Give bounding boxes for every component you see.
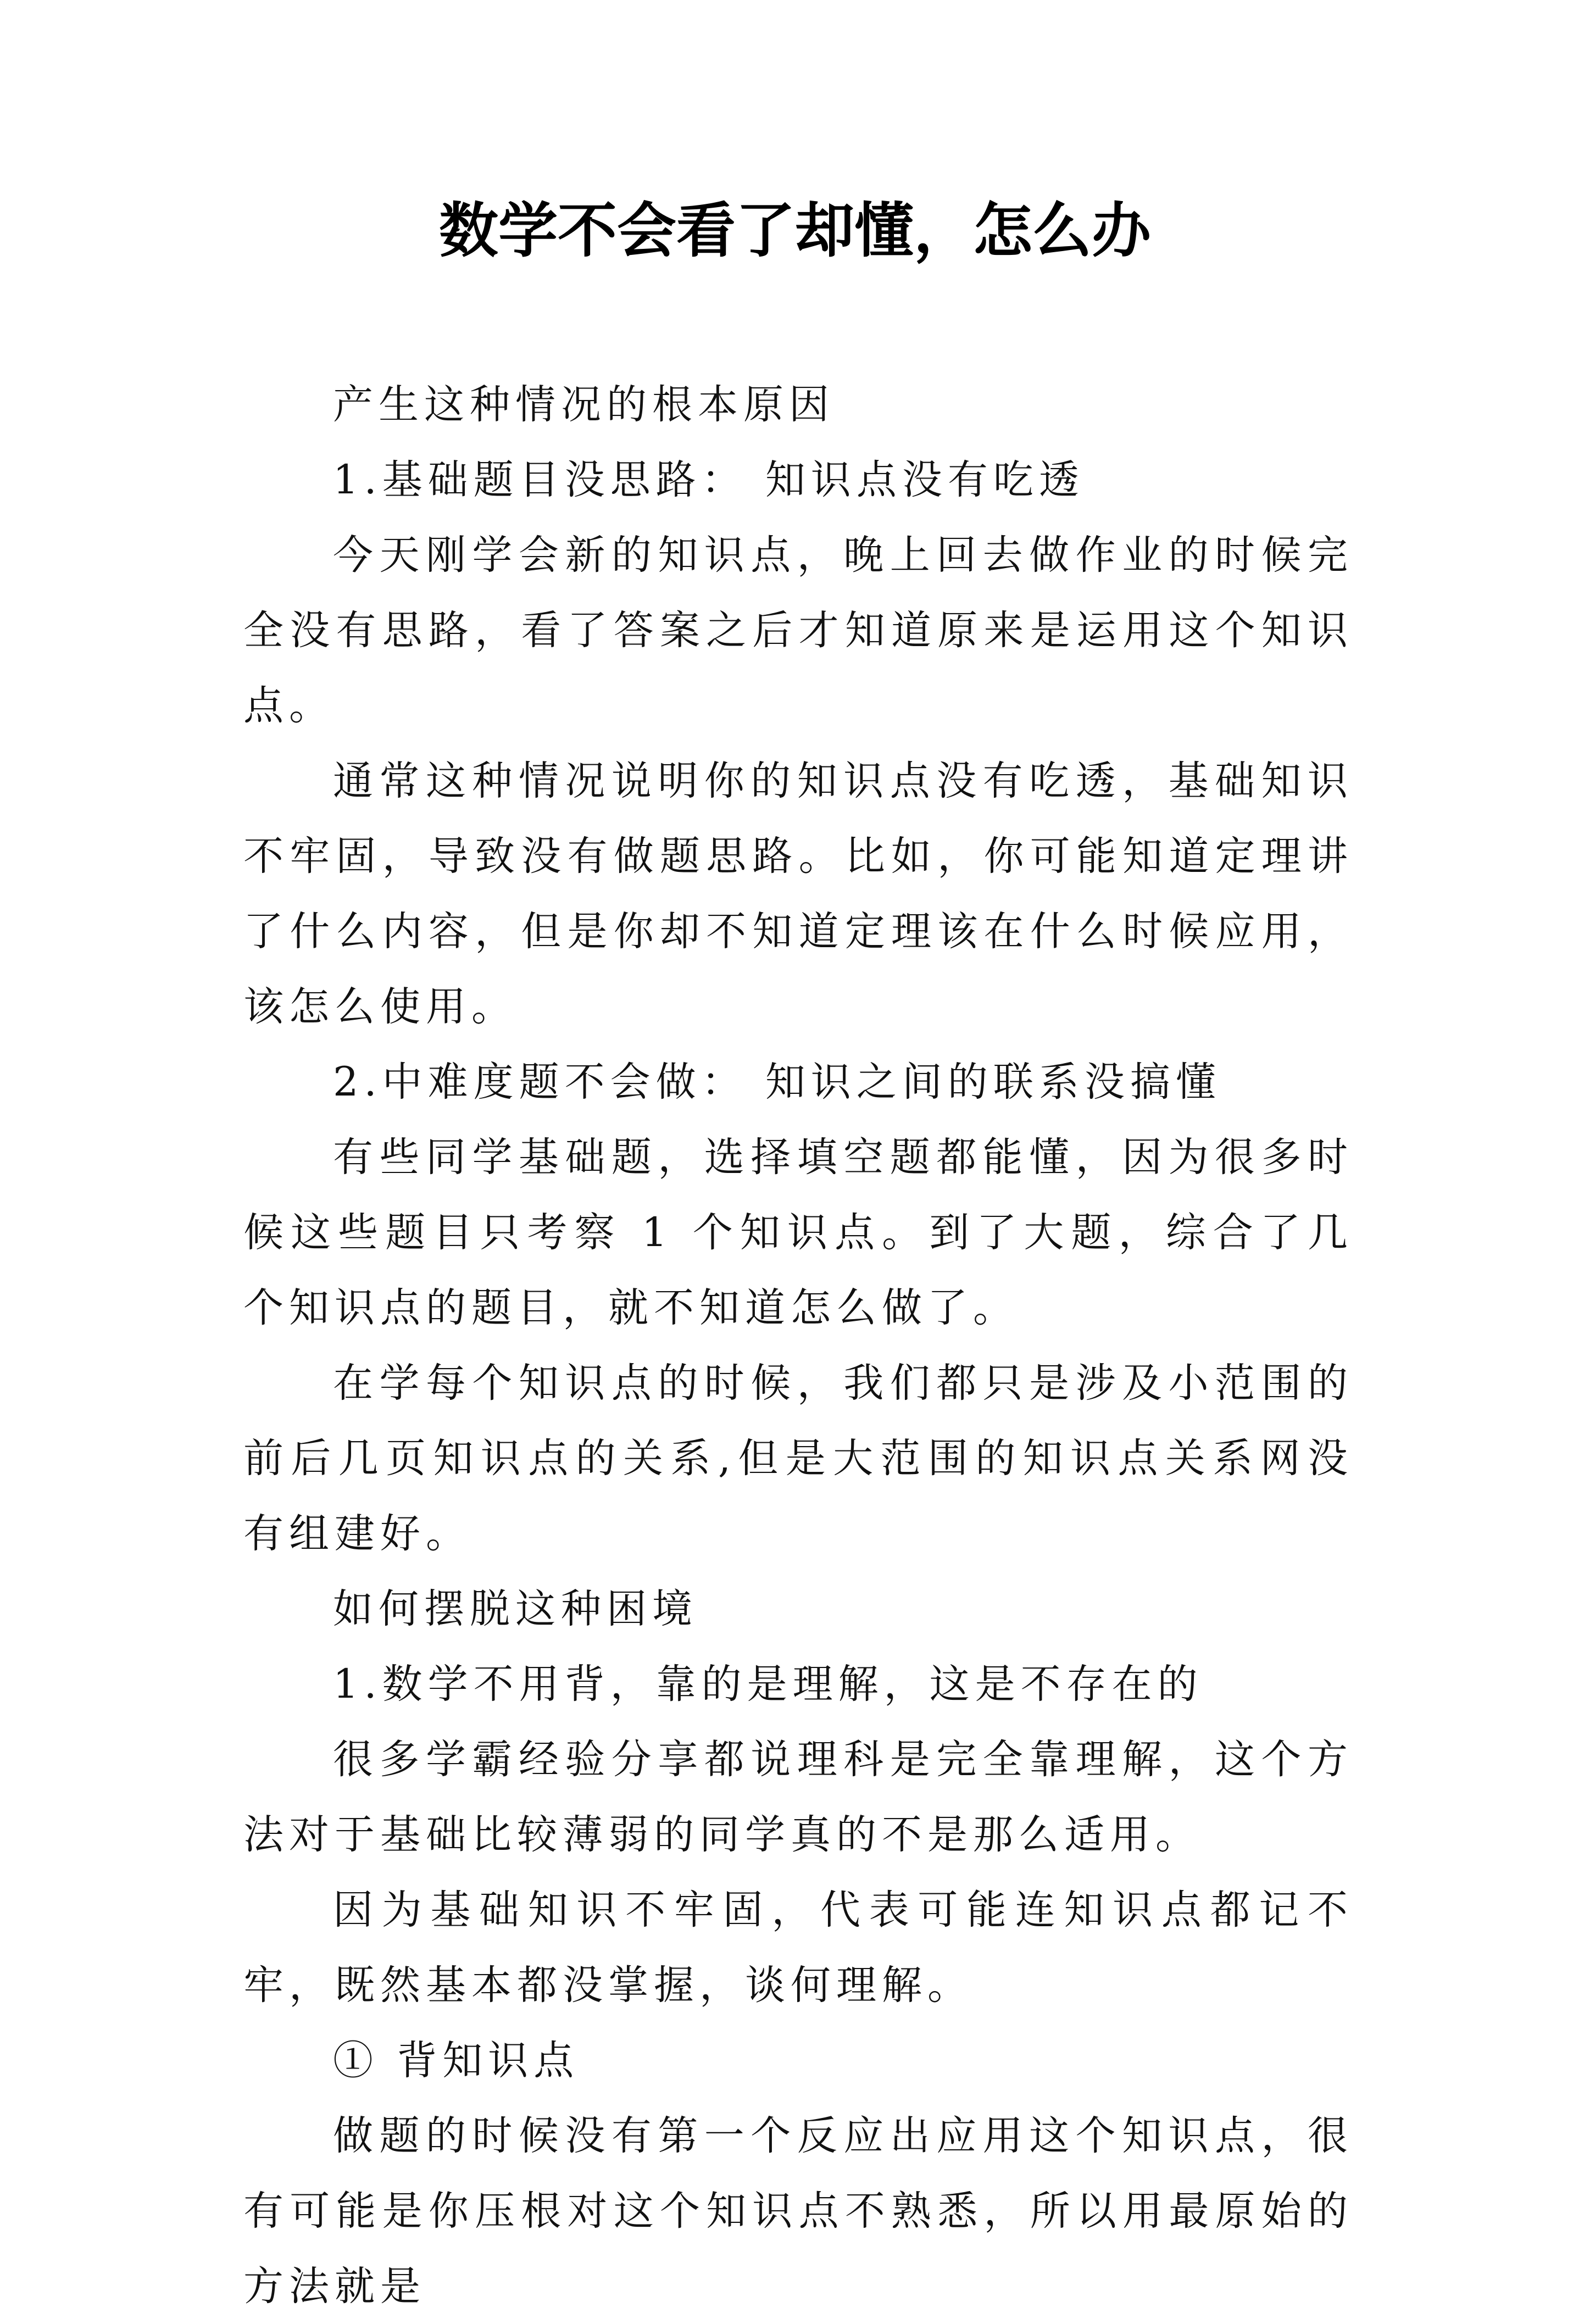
paragraph-point-1-heading: 1.基础题目没思路： 知识点没有吃透 — [333, 457, 1085, 503]
paragraph-solution-1-heading: 1.数学不用背，靠的是理解，这是不存在的 — [333, 1661, 1203, 1708]
paragraph-body: 做题的时候没有第一个反应出应用这个知识点，很有可能是你压根对这个知识点不熟悉，所以用最原始的方法就是 — [243, 2112, 1353, 2310]
paragraph-point-2-heading: 2.中难度题不会做： 知识之间的联系没搞懂 — [333, 1059, 1221, 1105]
paragraph-solution-heading: 如何摆脱这种困境 — [333, 1586, 698, 1632]
paragraph-body: 在学每个知识点的时候，我们都只是涉及小范围的前后几页知识点的关系,但是大范围的知识点关系网没有组建好。 — [243, 1360, 1353, 1557]
paragraph-body: 因为基础知识不牢固，代表可能连知识点都记不牢，既然基本都没掌握，谈何理解。 — [243, 1887, 1353, 2009]
document-body — [243, 367, 1353, 2324]
document-title: 数学不会看了却懂，怎么办 — [438, 196, 1151, 265]
paragraph-body: 有些同学基础题，选择填空题都能懂，因为很多时候这些题目只考察 1 个知识点。到了大题，综合了几个知识点的题目，就不知道怎么做了。 — [243, 1134, 1353, 1331]
paragraph-body: 通常这种情况说明你的知识点没有吃透，基础知识不牢固，导致没有做题思路。比如，你可能知道定理讲了什么内容，但是你却不知道定理该在什么时候应用，该怎么使用。 — [243, 758, 1353, 1030]
paragraph-body: 今天刚学会新的知识点，晚上回去做作业的时候完全没有思路，看了答案之后才知道原来是运用这个知识点。 — [243, 532, 1353, 729]
paragraph-body: 很多学霸经验分享都说理科是完全靠理解，这个方法对于基础比较薄弱的同学真的不是那么适用。 — [243, 1736, 1353, 1858]
paragraph-cause-heading: 产生这种情况的根本原因 — [333, 381, 835, 428]
paragraph-subpoint-heading: ① 背知识点 — [333, 2037, 580, 2084]
